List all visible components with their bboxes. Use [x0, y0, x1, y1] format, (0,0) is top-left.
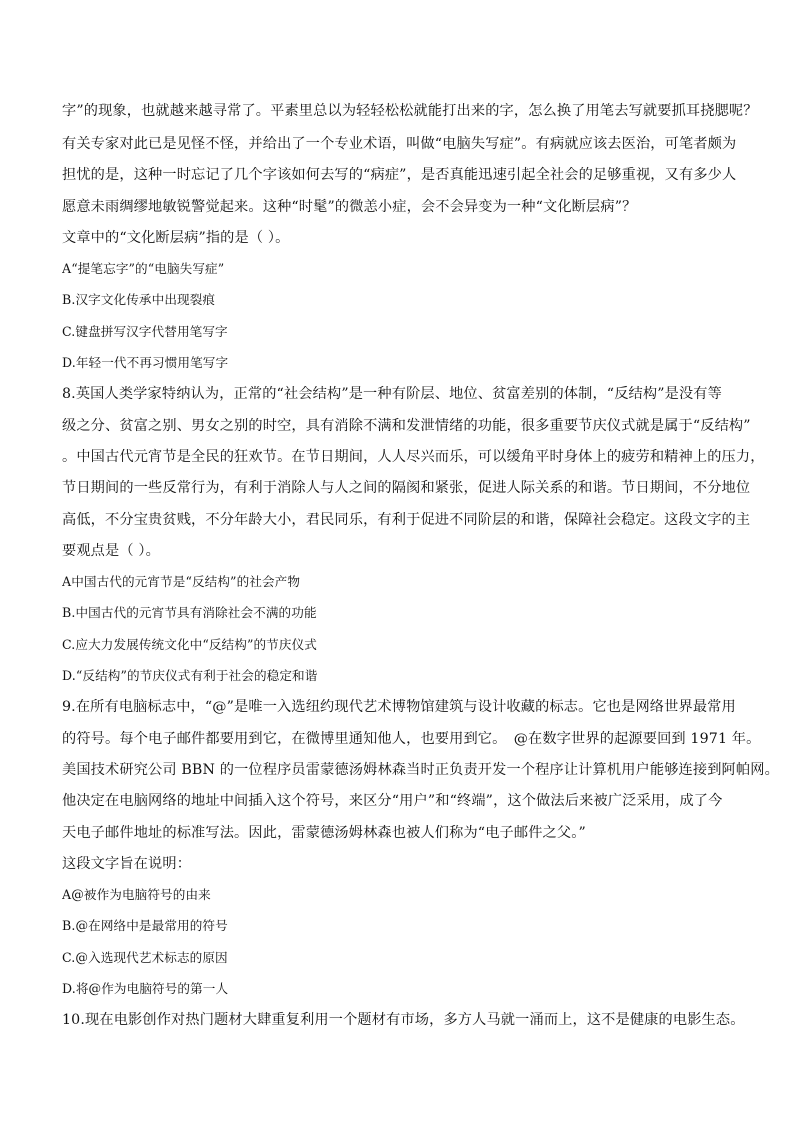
answer-option: A中国古代的元宵节是“反结构”的社会产物	[62, 574, 301, 589]
answer-option: C.键盘拼写汉字代替用笔写字	[62, 324, 228, 339]
question-prompt: 文章中的“文化断层病”指的是（ ）。	[62, 230, 290, 246]
question-8-line: 要观点是（ ）。	[62, 543, 160, 559]
question-8-line: 级之分、贫富之别、男女之别的时空，具有消除不满和发泄情绪的功能，很多重要节庆仪式就是属于“反结构”	[62, 418, 751, 434]
question-9-line: 的符号。每个电子邮件都要用到它，在微博里通知他人，也要用到它。 @在数字世界的起源要回到 1971 年。	[62, 731, 761, 747]
answer-option: C.@入选现代艺术标志的原因	[62, 950, 228, 965]
paragraph-line: 字”的现象，也就越来越寻常了。平素里总以为轻轻松松就能打出来的字，怎么换了用笔去写就要抓耳挠腮呢？	[62, 103, 758, 119]
answer-option: D.“反结构”的节庆仪式有利于社会的稳定和谐	[62, 668, 318, 683]
answer-option: D.年轻一代不再习惯用笔写字	[62, 355, 229, 370]
question-9-line: 美国技术研究公司 BBN 的一位程序员雷蒙德汤姆林森当时正负责开发一个程序让计算机用户能够连接到阿帕网。	[62, 762, 779, 778]
question-10-line: 10.现在电影创作对热门题材大肆重复利用一个题材有市场，多方人马就一涌而上，这不是健康的电影生态。	[62, 1012, 745, 1028]
question-9-line: 9.在所有电脑标志中，“@”是唯一入选纽约现代艺术博物馆建筑与设计收藏的标志。它也是网络世界最常用	[62, 699, 736, 715]
answer-option: A“提笔忘字”的“电脑失写症”	[62, 261, 225, 276]
question-9-line: 他决定在电脑网络的地址中间插入这个符号，来区分“用户”和“终端”，这个做法后来被广泛采用，成了今	[62, 793, 723, 809]
question-9-line: 天电子邮件地址的标准写法。因此，雷蒙德汤姆林森也被人们称为“电子邮件之父。”	[62, 825, 586, 841]
answer-option: D.将@作为电脑符号的第一人	[62, 981, 229, 996]
answer-option: B.@在网络中是最常用的符号	[62, 918, 228, 933]
answer-option: B.汉字文化传承中出现裂痕	[62, 292, 216, 307]
paragraph-line: 有关专家对此已是见怪不怪，并给出了一个专业术语，叫做“电脑失写症”。有病就应该去医治，可笔者颇为	[62, 136, 737, 152]
answer-option: A@被作为电脑符号的由来	[62, 887, 211, 902]
question-8-line: 。中国古代元宵节是全民的狂欢节。在节日期间，人人尽兴而乐，可以缓角平时身体上的疲劳和精神上的压力，	[62, 449, 765, 465]
question-8-line: 节日期间的一些反常行为，有利于消除人与人之间的隔阂和紧张，促进人际关系的和谐。节日期间，不分地位	[62, 480, 751, 496]
paragraph-line: 担忧的是，这种一时忘记了几个字该如何去写的“病症”，是否真能迅速引起全社会的足够重视，又有多少人	[62, 167, 737, 183]
answer-option: B.中国古代的元宵节具有消除社会不满的功能	[62, 605, 317, 620]
question-8-line: 高低，不分宝贵贫贱，不分年龄大小，君民同乐，有利于促进不同阶层的和谐，保障社会稳定。这段文字的主	[62, 512, 751, 528]
question-prompt: 这段文字旨在说明：	[62, 856, 192, 872]
answer-option: C.应大力发展传统文化中“反结构”的节庆仪式	[62, 637, 317, 652]
paragraph-line: 愿意未雨绸缪地敏锐警觉起来。这种“时髦”的微恙小症，会不会异变为一种“文化断层病”？	[62, 199, 637, 215]
question-8-line: 8.英国人类学家特纳认为，正常的“社会结构”是一种有阶层、地位、贫富差别的体制，“反结构”是没有等	[62, 386, 722, 402]
